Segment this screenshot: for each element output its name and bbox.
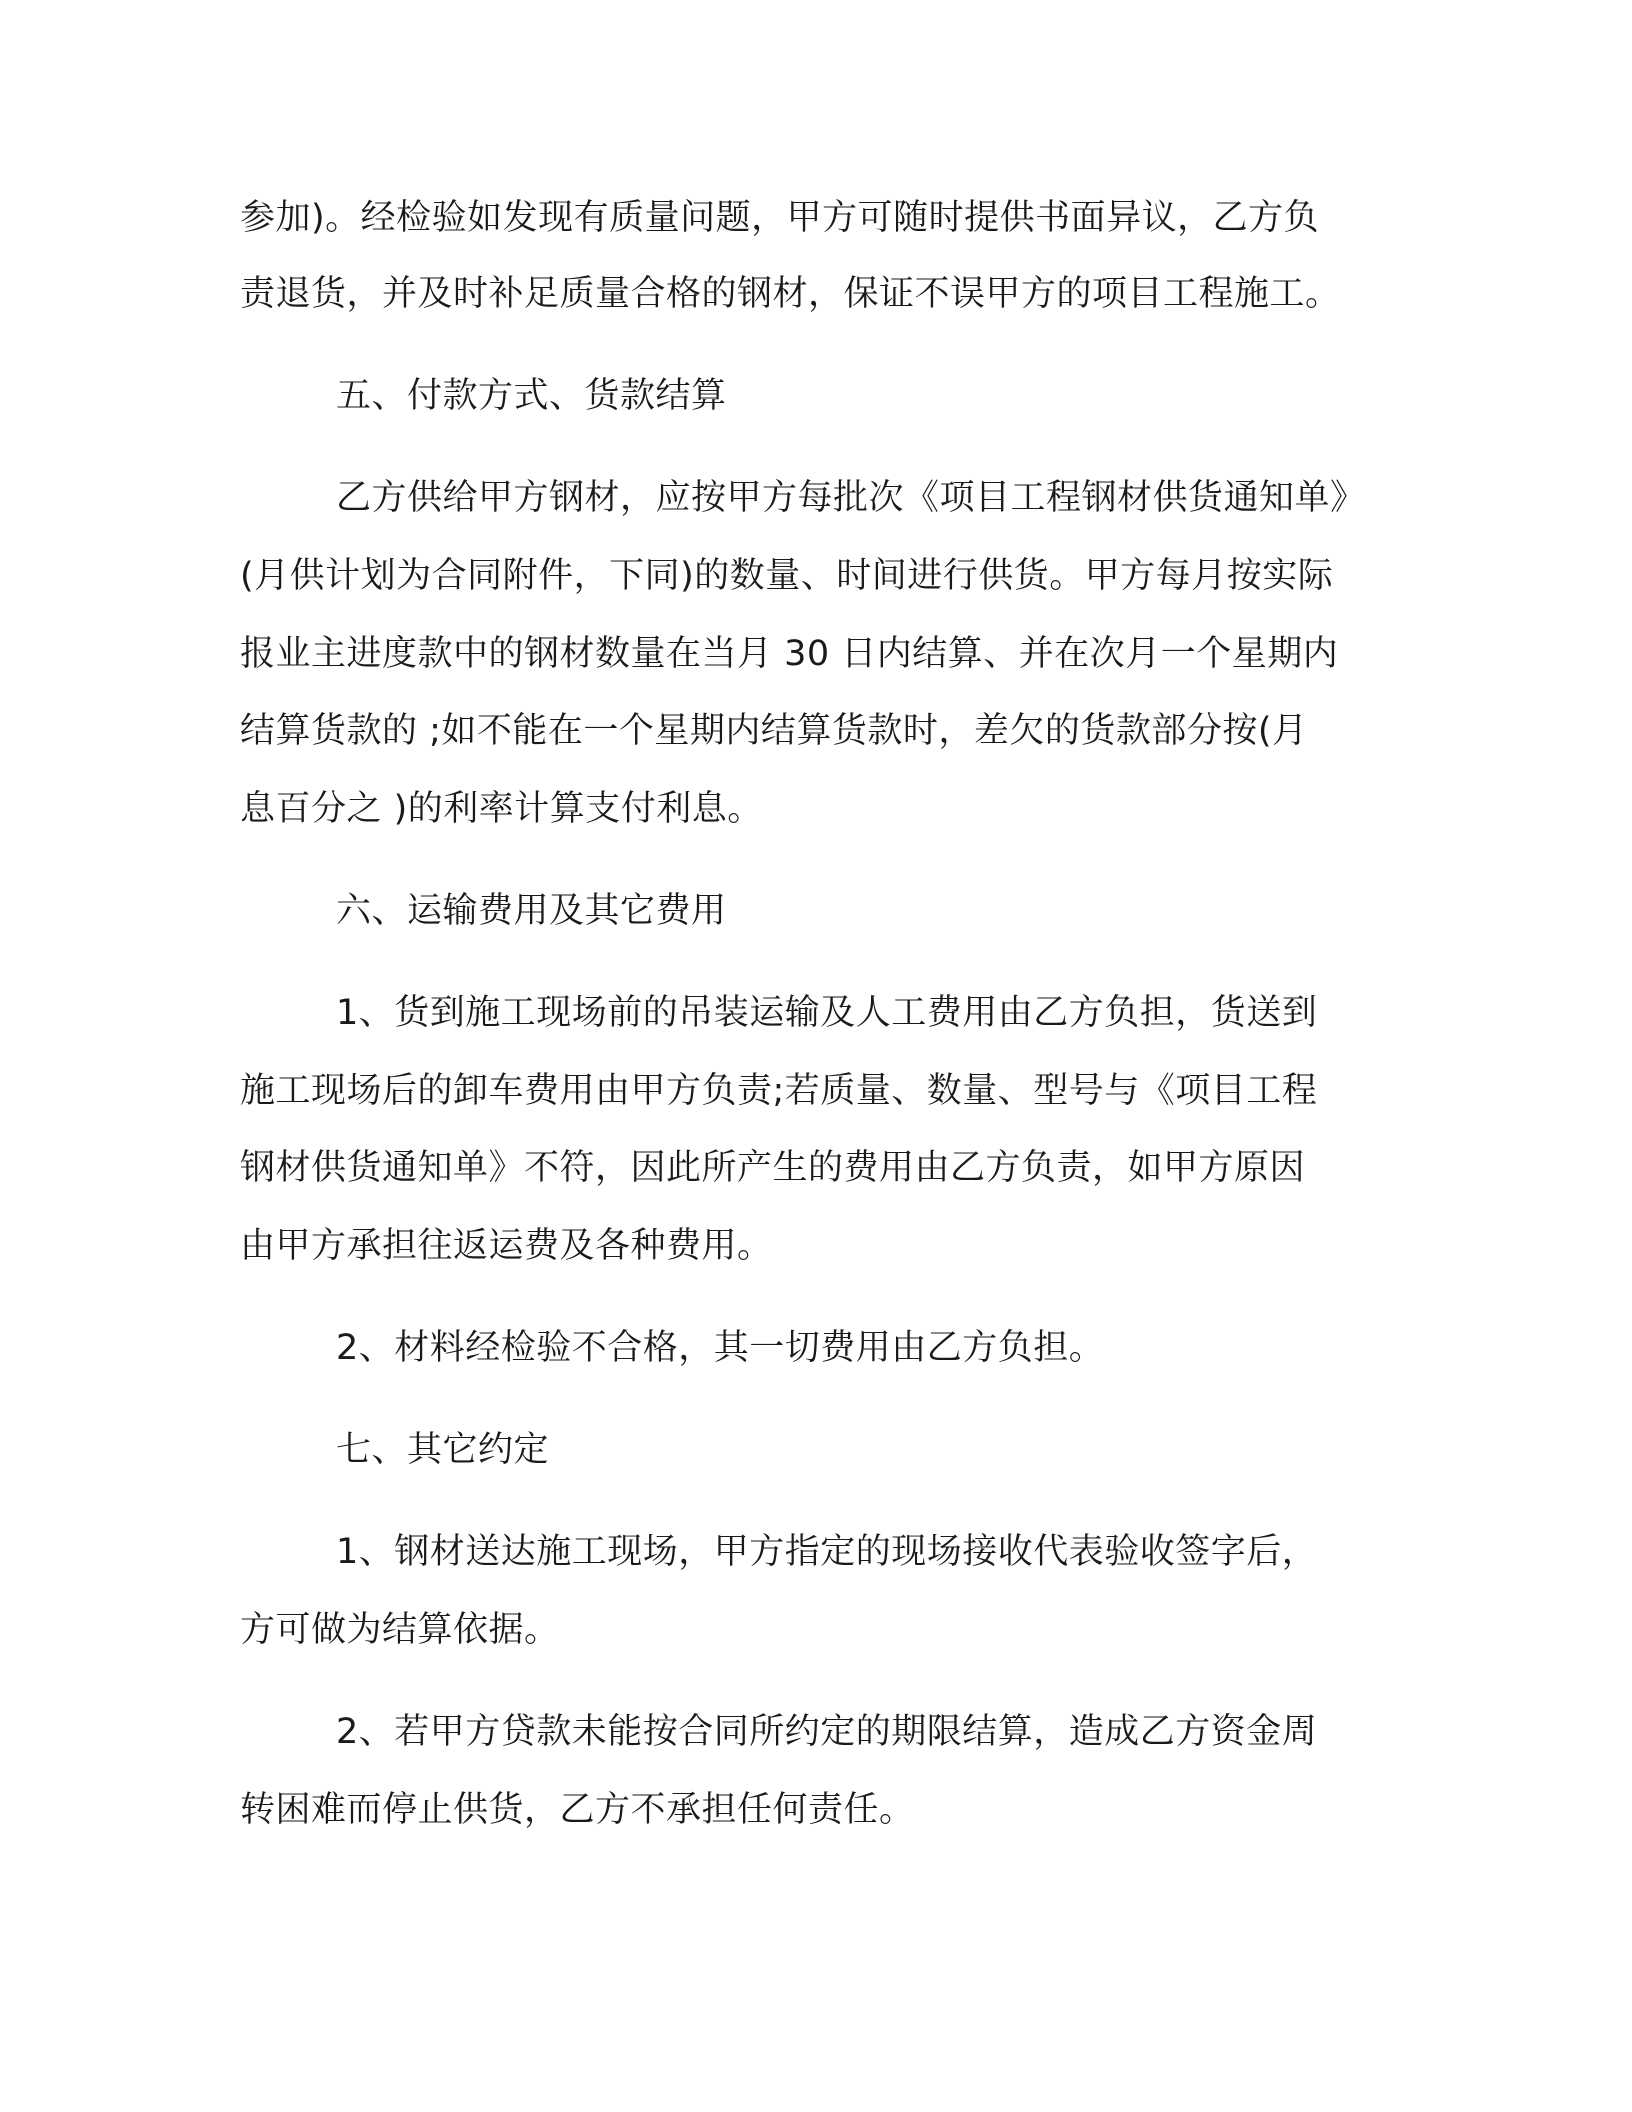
body-text-line: 责退货，并及时补足质量合格的钢材，保证不误甲方的项目工程施工。: [240, 274, 1341, 314]
section-heading-transport: 六、运输费用及其它费用: [336, 891, 727, 931]
body-text-line: 1、钢材送达施工现场，甲方指定的现场接收代表验收签字后，: [336, 1532, 1318, 1572]
body-text-line: 2、若甲方贷款未能按合同所约定的期限结算，造成乙方资金周: [336, 1712, 1318, 1752]
body-text-line: (月供计划为合同附件，下同)的数量、时间进行供货。甲方每月按实际: [240, 556, 1334, 596]
body-text-line: 钢材供货通知单》不符，因此所产生的费用由乙方负责，如甲方原因: [240, 1148, 1306, 1188]
body-text-line: 由甲方承担往返运费及各种费用。: [240, 1226, 773, 1266]
body-text-line: 施工现场后的卸车费用由甲方负责;若质量、数量、型号与《项目工程: [240, 1071, 1318, 1111]
body-text-line: 方可做为结算依据。: [240, 1610, 560, 1650]
body-text-line: 转困难而停止供货，乙方不承担任何责任。: [240, 1790, 915, 1830]
body-text-line: 参加)。经检验如发现有质量问题，甲方可随时提供书面异议，乙方负: [240, 198, 1320, 238]
section-heading-payment: 五、付款方式、货款结算: [336, 376, 727, 416]
section-heading-other: 七、其它约定: [336, 1430, 550, 1470]
body-text-line: 息百分之 )的利率计算支付利息。: [240, 789, 763, 829]
body-text-line: 2、材料经检验不合格，其一切费用由乙方负担。: [336, 1328, 1105, 1368]
body-text-line: 结算货款的 ;如不能在一个星期内结算货款时，差欠的货款部分按(月: [240, 711, 1308, 751]
body-text-line: 报业主进度款中的钢材数量在当月 30 日内结算、并在次月一个星期内: [240, 634, 1339, 674]
body-text-line: 乙方供给甲方钢材，应按甲方每批次《项目工程钢材供货通知单》: [336, 478, 1366, 518]
body-text-line: 1、货到施工现场前的吊装运输及人工费用由乙方负担，货送到: [336, 993, 1318, 1033]
